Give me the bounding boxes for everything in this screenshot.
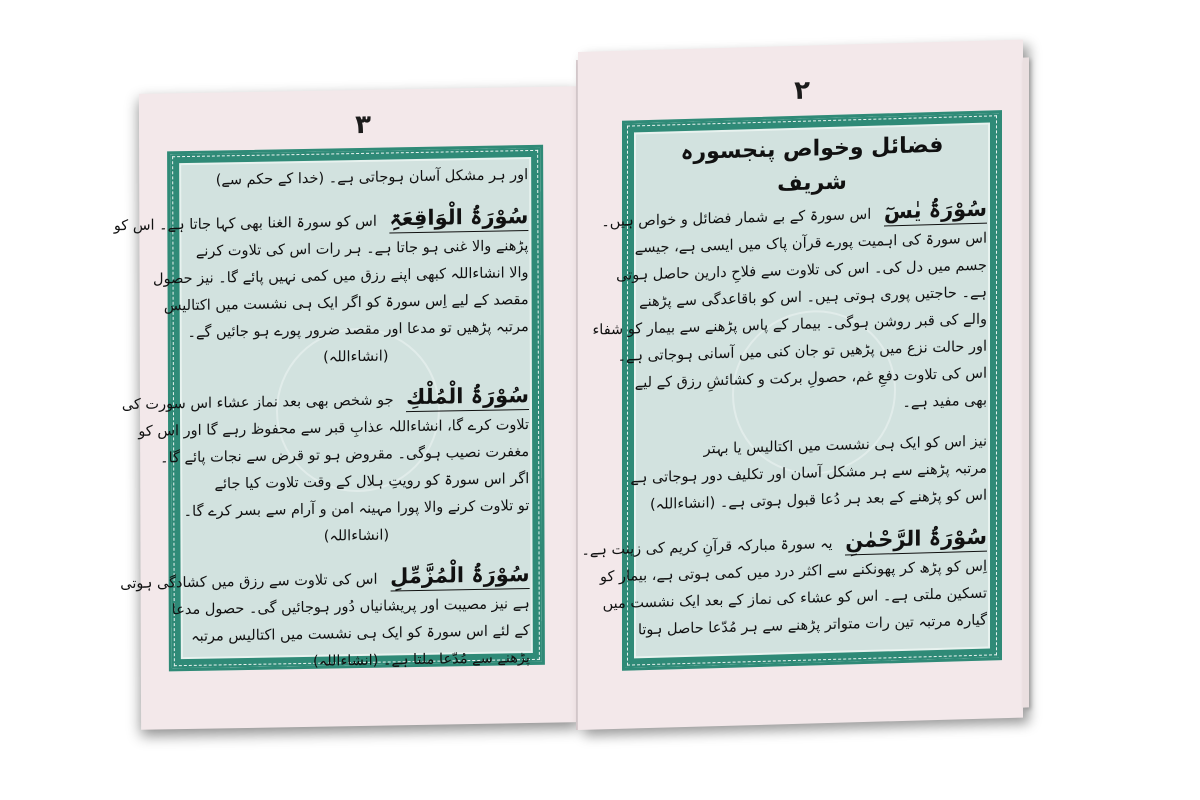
left-page: [113, 86, 579, 730]
page-number-left: ۳: [355, 109, 372, 141]
section-text: کے لئے اس سورۃ کو ایک ہی نشست میں اکتالیس مرتبہ: [191, 623, 530, 645]
surah-heading-mulk: سُوْرَۃُ الْمُلْكِ: [406, 383, 529, 412]
section-text: تلاوت کرے گا، انشاءاللہ عذابِ قبر سے محفوظ رہے گا اور اس کو: [138, 417, 530, 440]
section-text: پڑھنے والا غنی ہو جاتا ہے۔ ہر رات اس کی تلاوت کرنے: [195, 238, 529, 260]
section-text: جسم میں دل کی۔ اس کی تلاوت سے فلاحِ دارین حاصل ہوتی: [616, 257, 987, 284]
section-text: اس کی تلاوت دفعِ غم، حصولِ برکت و کشائشِ رزق کے لیے: [634, 365, 987, 392]
section-text: جو شخص بھی بعد نماز عشاء اس سورت کی: [121, 392, 394, 414]
ornamental-frame-right: [581, 110, 1002, 671]
section-text: مغفرت نصیب ہوگی۔ مقروض ہو تو قرض سے نجات پائے گا۔: [160, 444, 530, 467]
section-text: ہے نیز مصیبت اور پریشانیاں دُور ہوجائیں گی۔ حصول مدعا: [171, 596, 530, 619]
section-text: اس سورۃ کے بے شمار فضائل و خواص ہیں۔: [601, 206, 872, 231]
section-text: نیز اس کو ایک ہی نشست میں اکتالیس یا بہتر: [703, 433, 987, 458]
surah-heading-rahman: سُوْرَۃُ الرَّحْمٰنِ: [845, 525, 987, 556]
left-page-text: [113, 162, 530, 670]
section-text: پڑھنے سے مُدّعا ملتا ہے۔ (انشاءاللہ): [313, 650, 530, 670]
section-text: اور حالت نزع میں پڑھیں تو جان کنی میں آسانی ہوجاتی ہے۔: [617, 338, 987, 365]
section-text: بھی مفید ہے۔: [902, 392, 987, 411]
section-text: والے کی قبر روشن ہوگی۔ بیمار کے پاس پڑھنے سے بیمار کو شفاء: [592, 311, 987, 339]
section-text: مرتبہ پڑھنے سے ہر مشکل آسان اور تکلیف دور ہوجاتی ہے: [630, 460, 987, 487]
page-title-line-2: شریف: [777, 169, 847, 197]
section-text: والا انشاءاللہ کبھی اپنے رزق میں کمی نہیں پائے گا۔ نیز حصول: [153, 265, 529, 288]
section-text: تو تلاوت کرنے والا پورا مہینہ امن و آرام سے بسر کرے گا۔: [183, 498, 530, 521]
section-text: ہے۔ حاجتیں پوری ہوتی ہیں۔ اس کو باقاعدگی سے پڑھنے: [639, 284, 987, 311]
section-text: اس کو سورۃ الغنا بھی کہا جاتا ہے۔ اس کو: [113, 213, 377, 235]
section-text: اگر اس سورۃ کو رویتِ ہلال کے وقت تلاوت کیا جائے: [214, 471, 530, 493]
section-text: مرتبہ پڑھیں تو مدعا اور مقصد ضرور پورے ہو جائیں گے۔: [187, 319, 529, 341]
section-text: تسکین ملتی ہے۔ اس کو عشاء کی نماز کے بعد ایک نشست میں: [602, 585, 987, 613]
page-number-right: ۲: [794, 75, 810, 106]
ornamental-frame-left: [113, 145, 545, 672]
section-text: اس سورۃ کی اہمیت پورے قرآن پاک میں ایسی ہے، جیسے: [634, 230, 987, 257]
section-text: مقصد کے لیے اِس سورۃ کو اگر ایک ہی نشست میں اکتالیس: [163, 292, 529, 315]
section-closing: (انشاءاللہ): [323, 527, 390, 545]
surah-heading-yasin: سُوْرَۃُ یٰسٓ: [884, 197, 987, 227]
section-closing: (انشاءاللہ): [323, 348, 389, 366]
section-text: اس کی تلاوت سے رزق میں کشادگی ہوتی: [120, 571, 378, 593]
intro-line: اور ہر مشکل آسان ہوجاتی ہے۔ (خدا کے حکم سے): [215, 167, 529, 189]
right-page-text: [581, 128, 987, 654]
surah-heading-muzzammil: سُوْرَۃُ الْمُزَّمِّلِ: [390, 562, 530, 591]
right-page: [578, 40, 1023, 730]
page-title-line-1: فضائل وخواص پنجسورہ: [680, 132, 944, 166]
section-text: یہ سورۃ مبارکہ قرآنِ کریم کی زینت ہے۔: [581, 535, 833, 559]
section-text: گیارہ مرتبہ تین رات متواتر پڑھنے سے ہر مُدّعا حاصل ہوتا: [637, 612, 987, 639]
surah-heading-waqiah: سُوْرَۃُ الْوَاقِعَۃِ: [389, 204, 528, 233]
section-text: اِس کو پڑھ کر پھونکنے سے اکثر درد میں کمی ہوتی ہے، بیمار کو: [599, 558, 987, 586]
section-text: اس کو پڑھنے کے بعد ہر دُعا قبول ہوتی ہے۔ (انشاءاللہ): [649, 487, 987, 513]
